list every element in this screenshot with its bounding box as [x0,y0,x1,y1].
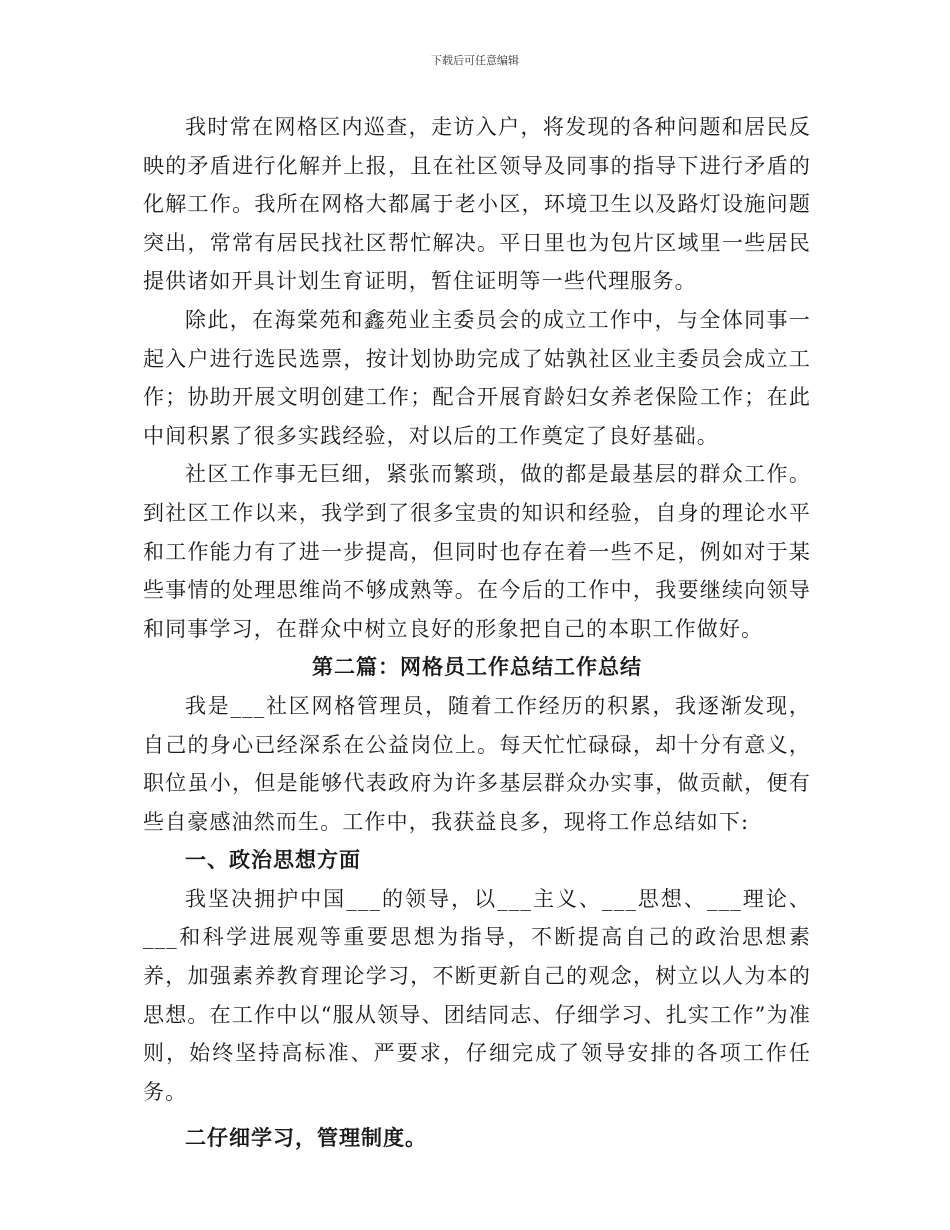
body-paragraph: 社区工作事无巨细，紧张而繁琐，做的都是最基层的群众工作。到社区工作以来，我学到了很多宝贵的知识和经验，自身的理论水平和工作能力有了进一步提高，但同时也存在着一些不足，例如对于某些事情的处理思维尚不够成熟等。在今后的工作中，我要继续向领导和同事学习，在群众中树立良好的形象把自己的本职工作做好。 [143,462,811,641]
page-header: 下载后可任意编辑 [431,54,519,67]
body-paragraph: 我时常在网格区内巡查，走访入户，将发现的各种问题和居民反映的矛盾进行化解并上报，且在社区领导及同事的指导下进行矛盾的化解工作。我所在网格大都属于老小区，环境卫生以及路灯设施问题突出，常常有居民找社区帮忙解决。平日里也为包片区域里一些居民提供诸如开具计划生育证明，暂住证明等一些代理服务。 [143,115,811,294]
body-paragraph: 除此，在海棠苑和鑫苑业主委员会的成立工作中，与全体同事一起入户进行选民选票，按计划协助完成了姑孰社区业主委员会成立工作；协助开展文明创建工作；配合开展育龄妇女养老保险工作；在此中间积累了很多实践经验，对以后的工作奠定了良好基础。 [143,307,811,448]
subheading-study: 二仔细学习，管理制度。 [185,1125,427,1151]
subheading-political: 一、政治思想方面 [185,847,361,873]
section-title: 第二篇：网格员工作总结工作总结 [312,654,642,680]
document-body [143,108,811,1158]
intro-paragraph: 我是___社区网格管理员，随着工作经历的积累，我逐渐发现，自己的身心已经深系在公益岗位上。每天忙忙碌碌，却十分有意义，职位虽小，但是能够代表政府为许多基层群众办实事，做贡献，便有些自豪感油然而生。工作中，我获益良多，现将工作总结如下: [143,693,811,834]
political-paragraph: 我坚决拥护中国___的领导，以___主义、___思想、___理论、___和科学进展观等重要思想为指导，不断提高自己的政治思想素养，加强素养教育理论学习，不断更新自己的观念，树立以人为本的思想。在工作中以“服从领导、团结同志、仔细学习、扎实工作”为准则，始终坚持高标准、严要求，仔细完成了领导安排的各项工作任务。 [143,886,811,1104]
